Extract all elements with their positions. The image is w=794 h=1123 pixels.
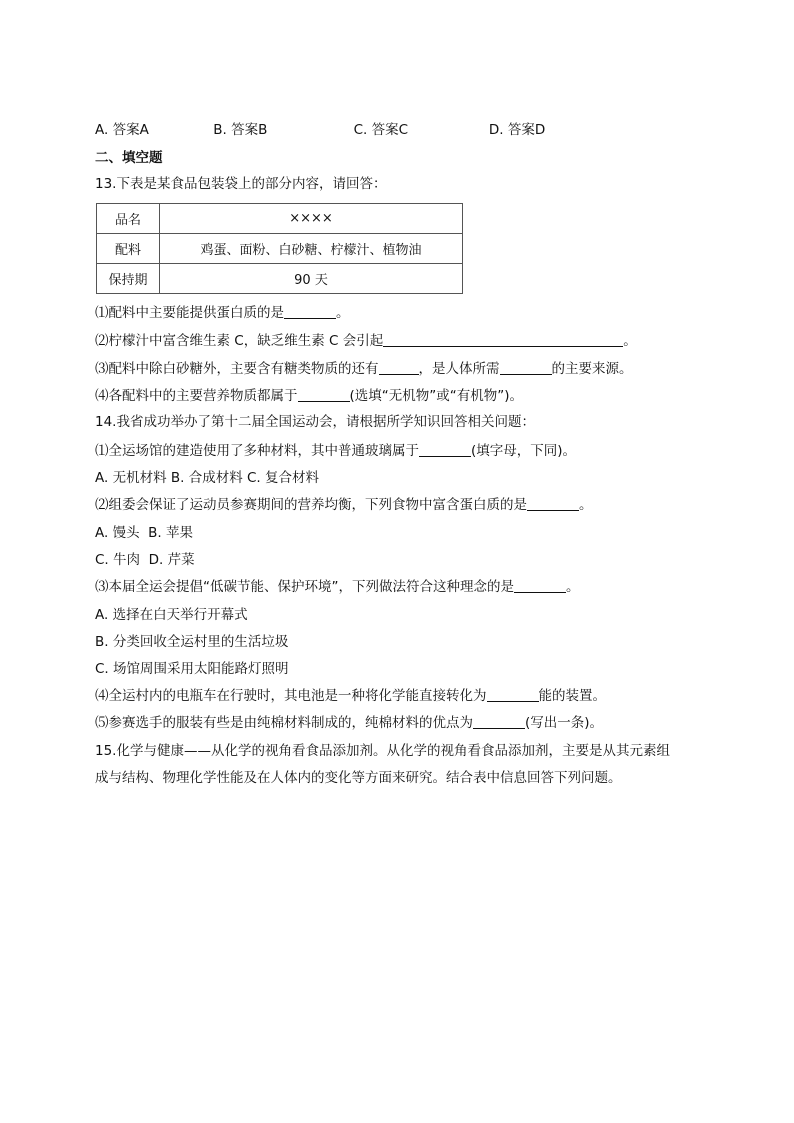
table-value: 90 天 xyxy=(160,264,463,294)
table-key: 品名 xyxy=(97,204,160,234)
question-text: 。 xyxy=(623,333,637,349)
question-text: (选填“无机物”或“有机物”)。 xyxy=(349,388,524,404)
answer-blank[interactable] xyxy=(500,360,552,375)
food-label-table xyxy=(96,203,463,294)
question-text: ⑷各配料中的主要营养物质都属于 xyxy=(95,388,298,404)
q13-part4 xyxy=(95,387,523,405)
q12-option-d: D. 答案D xyxy=(488,122,546,138)
question-text: ⑶本届全运会提倡“低碳节能、保护环境”，下列做法符合这种理念的是 xyxy=(95,579,514,595)
q12-option-b: B. 答案B xyxy=(213,122,268,138)
question-text: (填字母，下同)。 xyxy=(471,443,577,459)
q12-options xyxy=(95,121,545,139)
answer-blank[interactable] xyxy=(284,304,336,319)
q15-line2: 成与结构、物理化学性能及在人体内的变化等方面来研究。结合表中信息回答下列问题。 xyxy=(95,770,622,786)
table-key: 保持期 xyxy=(97,264,160,294)
q13-part1 xyxy=(95,304,350,322)
question-text: ⑴配料中主要能提供蛋白质的是 xyxy=(95,305,284,321)
question-text: 。 xyxy=(579,497,593,513)
q14-part3-option-b: B. 分类回收全运村里的生活垃圾 xyxy=(95,634,289,650)
q14-part2-options-ab: A. 馒头 B. 苹果 xyxy=(95,525,194,541)
q14-part1 xyxy=(95,442,576,460)
question-text: ⑷全运村内的电瓶车在行驶时，其电池是一种将化学能直接转化为 xyxy=(95,688,487,704)
table-value: ×××× xyxy=(160,204,463,234)
answer-blank[interactable] xyxy=(383,332,623,347)
q13-stem: 13.下表是某食品包装袋上的部分内容，请回答： xyxy=(95,176,387,192)
q13-part2 xyxy=(95,332,637,350)
q12-option-a: A. 答案A xyxy=(95,122,149,138)
question-text: 。 xyxy=(336,305,350,321)
question-text: ⑶配料中除白砂糖外，主要含有糖类物质的还有 xyxy=(95,361,379,377)
question-text: ⑵组委会保证了运动员参赛期间的营养均衡，下列食物中富含蛋白质的是 xyxy=(95,497,527,513)
q14-part3-option-c: C. 场馆周围采用太阳能路灯照明 xyxy=(95,661,289,677)
q14-stem: 14.我省成功举办了第十二届全国运动会，请根据所学知识回答相关问题： xyxy=(95,414,535,430)
answer-blank[interactable] xyxy=(419,442,471,457)
table-row xyxy=(97,204,463,234)
section-title: 二、填空题 xyxy=(95,150,163,166)
answer-blank[interactable] xyxy=(514,578,566,593)
q14-part5 xyxy=(95,714,603,732)
question-text: ⑴全运场馆的建造使用了多种材料，其中普通玻璃属于 xyxy=(95,443,419,459)
table-row xyxy=(97,264,463,294)
q12-option-c: C. 答案C xyxy=(353,122,409,138)
question-text: 。 xyxy=(566,579,580,595)
question-text: 能的装置。 xyxy=(538,688,606,704)
answer-blank[interactable] xyxy=(527,496,579,511)
question-text: ，是人体所需 xyxy=(418,361,500,377)
table-key: 配料 xyxy=(97,234,160,264)
question-text: (写出一条)。 xyxy=(525,715,604,731)
answer-blank[interactable] xyxy=(379,360,419,375)
table-row xyxy=(97,234,463,264)
q14-part2-options-cd: C. 牛肉 D. 芹菜 xyxy=(95,552,195,568)
answer-blank[interactable] xyxy=(487,687,539,702)
table-value: 鸡蛋、面粉、白砂糖、柠檬汁、植物油 xyxy=(160,234,463,264)
q13-part3 xyxy=(95,360,633,378)
answer-blank[interactable] xyxy=(298,387,350,402)
q14-part4 xyxy=(95,687,606,705)
q14-part1-options: A. 无机材料 B. 合成材料 C. 复合材料 xyxy=(95,470,320,486)
question-text: ⑸参赛选手的服装有些是由纯棉材料制成的，纯棉材料的优点为 xyxy=(95,715,473,731)
q15-line1: 15.化学与健康——从化学的视角看食品添加剂。从化学的视角看食品添加剂，主要是从其元素组 xyxy=(95,743,670,759)
answer-blank[interactable] xyxy=(473,714,525,729)
question-text: 的主要来源。 xyxy=(551,361,633,377)
q14-part3 xyxy=(95,578,580,596)
q14-part3-option-a: A. 选择在白天举行开幕式 xyxy=(95,607,248,623)
q14-part2 xyxy=(95,496,593,514)
question-text: ⑵柠檬汁中富含维生素 C，缺乏维生素 C 会引起 xyxy=(95,333,384,349)
